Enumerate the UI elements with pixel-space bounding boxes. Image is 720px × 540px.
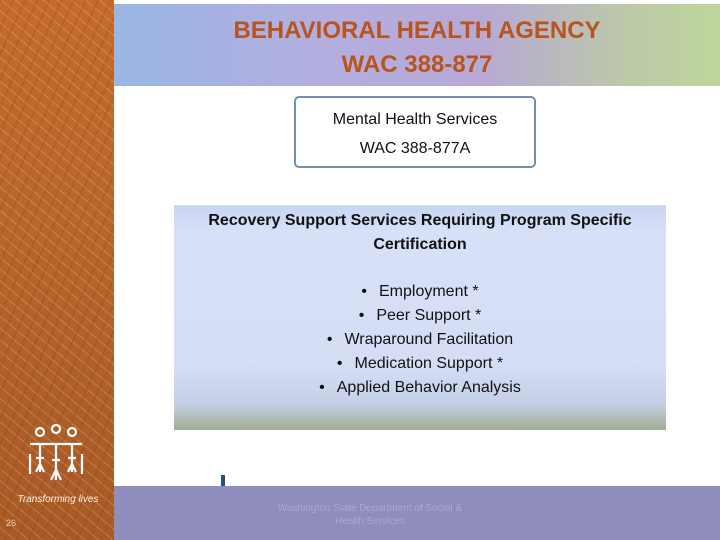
dshs-family-logo-icon (26, 424, 86, 488)
footer-line1: Washington State Department of Social & (277, 503, 463, 514)
service-list (174, 280, 666, 400)
page-title-line1: BEHAVIORAL HEALTH AGENCY (233, 17, 601, 44)
footer-line2: Health Services (334, 516, 406, 527)
service-list-item: • Employment * (174, 280, 666, 304)
footer-department-text (260, 502, 480, 528)
page-title-line2: WAC 388-877 (341, 51, 493, 78)
recovery-support-panel (174, 205, 666, 430)
panel-title (174, 209, 666, 257)
header-banner (114, 4, 720, 86)
page-title (114, 14, 720, 82)
panel-title-line1: Recovery Support Services Requiring Program Specific (208, 212, 632, 229)
panel-title-line2: Certification (373, 236, 467, 253)
page-number: 26 (6, 518, 17, 528)
mental-health-services-label: Mental Health Services (332, 111, 498, 128)
mental-health-services-box (294, 96, 536, 168)
sidebar-texture (0, 0, 114, 540)
service-list-item: • Medication Support * (174, 352, 666, 376)
tagline: Transforming lives (17, 494, 99, 505)
mental-health-services-wac: WAC 388-877A (359, 140, 471, 157)
service-list-item: • Applied Behavior Analysis (174, 376, 666, 400)
service-list-item: • Peer Support * (174, 304, 666, 328)
service-list-item: • Wraparound Facilitation (174, 328, 666, 352)
footer-bar (114, 486, 720, 540)
